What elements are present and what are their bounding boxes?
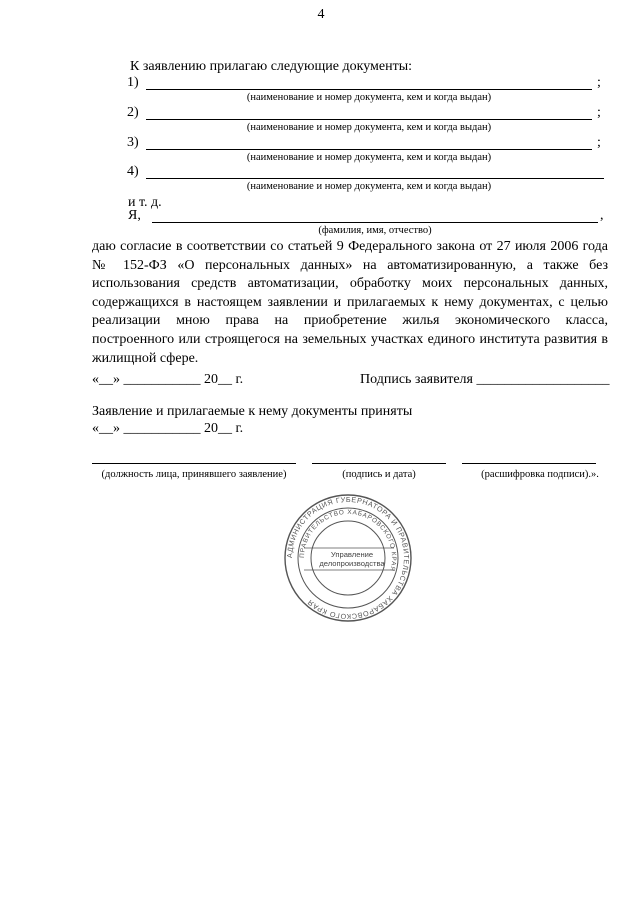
office-stamp <box>282 492 414 624</box>
item-line-4[interactable] <box>146 178 604 179</box>
item-caption-1: (наименование и номер документа, кем и когда выдан) <box>246 92 492 103</box>
ya-label: Я, <box>128 208 141 223</box>
item-caption-2: (наименование и номер документа, кем и когда выдан) <box>246 122 492 133</box>
accepted-text: Заявление и прилагаемые к нему документы приняты <box>92 404 413 419</box>
stamp-ring-inner-text: ПРАВИТЕЛЬСТВО ХАБАРОВСКОГО КРАЯ <box>298 508 398 573</box>
etc-text: и т. д. <box>128 195 162 210</box>
item-caption-4: (наименование и номер документа, кем и когда выдан) <box>246 181 492 192</box>
sign-date-caption: (подпись и дата) <box>342 469 416 480</box>
item-line-3[interactable] <box>146 149 592 150</box>
item-line-2[interactable] <box>146 119 592 120</box>
item-line-1[interactable] <box>146 89 592 90</box>
position-line[interactable] <box>92 463 296 464</box>
item-number-4: 4) <box>127 164 139 179</box>
page-number: 4 <box>317 7 325 22</box>
stamp-ring-outer-text: АДМИНИСТРАЦИЯ ГУБЕРНАТОРА И ПРАВИТЕЛЬСТВА ХАБАРОВСКОГО КРАЯ <box>284 494 412 622</box>
stamp-center-text-1: Управление <box>330 550 374 559</box>
item-end-2: ; <box>597 105 601 120</box>
decode-line[interactable] <box>462 463 596 464</box>
item-number-2: 2) <box>127 105 139 120</box>
fio-line[interactable] <box>152 222 598 223</box>
date-line-applicant: «__» ___________ 20__ г. <box>92 372 244 387</box>
position-caption: (должность лица, принявшего заявление) <box>101 469 287 480</box>
sign-date-line[interactable] <box>312 463 446 464</box>
fio-caption: (фамилия, имя, отчество) <box>318 225 432 236</box>
stamp-center-text-2: делопроизводства <box>319 559 385 568</box>
applicant-signature: Подпись заявителя ___________________ <box>360 372 610 387</box>
item-number-1: 1) <box>127 75 139 90</box>
item-end-3: ; <box>597 135 601 150</box>
item-number-3: 3) <box>127 135 139 150</box>
item-end-1: ; <box>597 75 601 90</box>
date-line-accepted: «__» ___________ 20__ г. <box>92 421 244 436</box>
decode-caption: (расшифровка подписи).». <box>481 469 599 480</box>
ya-end: , <box>600 208 604 223</box>
item-caption-3: (наименование и номер документа, кем и когда выдан) <box>246 152 492 163</box>
attachments-intro: К заявлению прилагаю следующие документы: <box>130 59 413 74</box>
consent-paragraph: даю согласие в соответствии со статьей 9 Федерального закона от 27 июля 2006 года № 152-ФЗ «О персональных данных» на автоматизированную, а также без использования средств автоматизации, обработку моих персональных данных, содержащихся в настоящем заявлении и прилагаемых к нему документах, с целью реализации мною права на приобретение жилья экономического класса, построенного или строящегося на земельных участках единого института развития в жилищной сфере. <box>92 239 608 366</box>
